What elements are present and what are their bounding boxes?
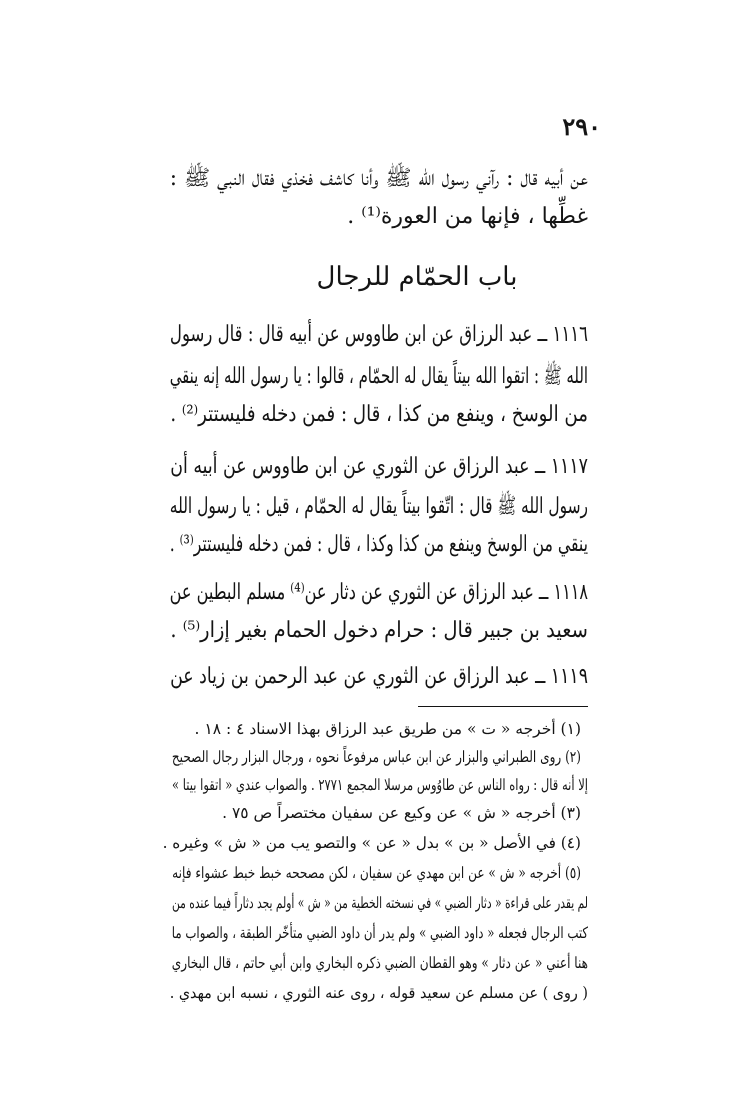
intro-line: عن أبيه قال : رآني رسول الله ﷺ وأنا كاشف فخذي فقال النبي ﷺ : <box>169 166 589 191</box>
footnote-line: إلا أنه قال : رواه الناس عن طاوُوس مرسلا المجمع ٢٧٧١ . والصواب عندي « اتقوا بيتا » <box>172 776 588 794</box>
hadith-line: رسول الله ﷺ قال : اتّقوا بيتاً يقال له الحمّام ، قيل : يا رسول الله <box>169 494 588 519</box>
page-number: ٢٩٠ <box>562 112 601 141</box>
chapter-title: باب الحمّام للرجال <box>316 262 518 292</box>
hadith-line: ١١١٩ ــ عبد الرزاق عن الثوري عن عبد الرحمن بن زياد عن <box>170 664 588 689</box>
footnote-line: (٥) أخرجه « ش » عن ابن مهدي عن سفيان ، لكن مصححه خبط خبط عشواء فإنه <box>172 864 581 882</box>
hadith-line: ١١١٧ ــ عبد الرزاق عن الثوري عن ابن طاووس عن أبيه أن <box>170 454 588 479</box>
hadith-line: سعيد بن جبير قال : حرام دخول الحمام بغير إزار⁽⁵⁾ . <box>170 618 588 643</box>
footnote-line: (٤) في الأصل « بن » بدل « عن » والتصو يب من « ش » وغيره . <box>162 834 581 852</box>
footnote-line: (١) أخرجه « ت » من طريق عبد الرزاق بهذا الاسناد ٤ : ١٨ . <box>194 720 581 738</box>
hadith-line: ١١١٨ ــ عبد الرزاق عن الثوري عن دثار عن⁽⁴⁾ مسلم البطين عن <box>169 580 588 605</box>
footnote-line: هنا أعني « عن دثار » وهو القطان الضبي ذكره البخاري وابن أبي حاتم ، قال البخاري <box>171 954 589 972</box>
hadith-line: ١١١٦ ــ عبد الرزاق عن ابن طاووس عن أبيه قال : قال رسول <box>169 322 588 347</box>
footnote-line: (٣) أخرجه « ش » عن وكيع عن سفيان مختصراً ص ٧٥ . <box>222 804 581 822</box>
footnote-line: (٢) روى الطبراني والبزار عن ابن عباس مرفوعاً نحوه ، ورجال البزار رجال الصحيح <box>171 748 581 766</box>
hadith-line: من الوسخ ، وينفع من كذا ، قال : فمن دخله فليستتر⁽²⁾ . <box>170 402 588 427</box>
footnote-line: لم يقدر على قراءة « دثار الضبي » في نسخته الخطية من « ش » أولم يجد دثاراً فيما عنده من <box>171 894 588 912</box>
footnote-divider <box>418 706 588 707</box>
footnote-line: كتب الرجال فجعله « داود الضبي » ولم يدر أن داود الضبي متأخّر الطبقة ، والصواب ما <box>171 924 588 942</box>
intro-line: غطِّها ، فإنها من العورة⁽¹⁾ . <box>347 204 588 229</box>
hadith-line: ينقي من الوسخ وينفع من كذا وكذا ، قال : فمن دخله فليستتر⁽³⁾ . <box>169 532 588 557</box>
hadith-line: الله ﷺ : اتقوا الله بيتاً يقال له الحمّام ، قالوا : يا رسول الله إنه ينقي <box>169 364 588 389</box>
footnote-line: ( روى ) عن مسلم عن سعيد قوله ، روى عنه الثوري ، نسبه ابن مهدي . <box>169 984 588 1002</box>
